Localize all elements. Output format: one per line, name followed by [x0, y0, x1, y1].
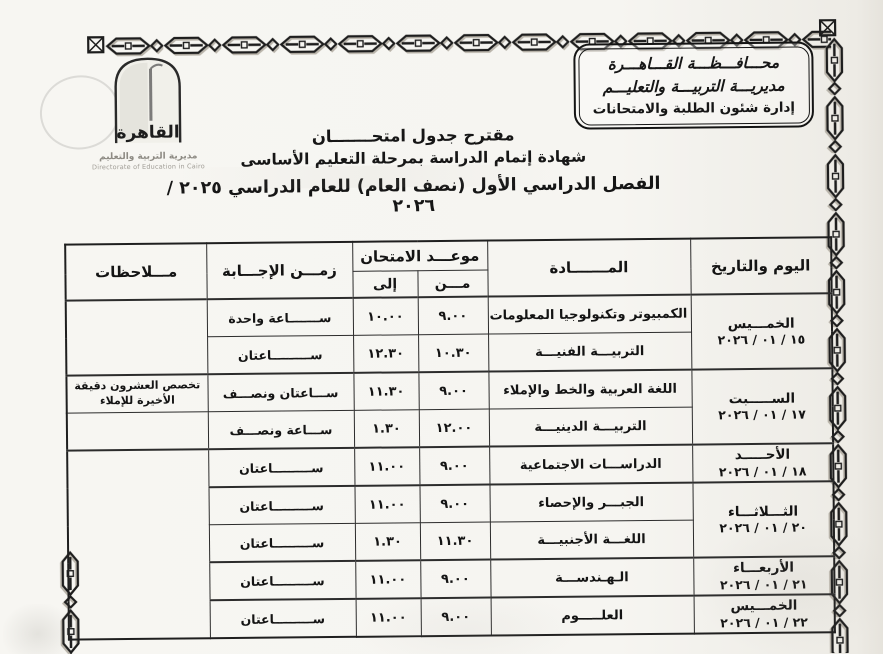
to-cell: ١٠.٠٠ [353, 297, 418, 335]
day-name: الأربعـــاء [732, 559, 795, 577]
org-line-governorate: محـــافـــظـــة القـــاهـــرة [607, 53, 780, 73]
day-date: ١٧ / ٠١ / ٢٠٢٦ [718, 406, 806, 423]
day-name: الأحـــــد [734, 446, 791, 464]
subject-cell: التربيـــة الفنيـــة [488, 332, 691, 371]
title-line-3: الفصل الدراسي الأول (نصف العام) للعام الدراسي ٢٠٢٥ / ٢٠٢٦ [166, 173, 661, 217]
day-date: ٢٠ / ٠١ / ٢٠٢٦ [719, 519, 808, 536]
from-cell: ٩.٠٠ [418, 297, 488, 335]
letterhead-box-inner [578, 46, 810, 126]
notes-cell [67, 412, 208, 451]
from-cell: ٩.٠٠ [418, 372, 488, 410]
exam-schedule-table [64, 236, 836, 640]
duration-cell: ســـــــاعة واحدة [207, 298, 353, 337]
day-cell [691, 293, 833, 369]
from-cell: ١٠.٣٠ [418, 334, 488, 372]
from-cell: ٩.٠٠ [421, 598, 491, 637]
notes-cell: تخصص العشرون دقيقة الأخيرة للإملاء [66, 374, 207, 413]
title-line-1: مقترح جدول امتحـــــــان [311, 125, 515, 147]
duration-cell: ســـــــــاعتان [207, 335, 353, 374]
duration-cell: ســـــــــاعتان [209, 523, 355, 562]
from-cell: ٩.٠٠ [419, 447, 489, 486]
title-line-2: شهادة إتمام الدراسة بمرحلة التعليم الأساسى [240, 147, 587, 169]
table-header-row [65, 237, 831, 274]
exam-table-body [66, 293, 835, 639]
duration-cell: ســـــــــاعتان [208, 486, 354, 525]
col-header-day: اليوم والتاريخ [690, 237, 832, 294]
to-cell: ١٢.٣٠ [353, 335, 418, 373]
day-cell [691, 368, 833, 444]
to-cell: ١١.٠٠ [356, 598, 421, 637]
logo-city-label: القاهرة [116, 122, 180, 144]
document-title-block [163, 124, 664, 219]
day-date: ٢٢ / ٠١ / ٢٠٢٦ [720, 614, 808, 631]
table-row [66, 293, 832, 338]
letterhead-box [573, 41, 814, 130]
day-cell [692, 481, 834, 557]
duration-cell: ســـاعتان ونصـــف [207, 373, 353, 412]
table-row [66, 368, 832, 413]
to-cell: ١١.٠٠ [354, 485, 419, 523]
from-cell: ١١.٣٠ [420, 522, 490, 560]
to-cell: ١.٣٠ [355, 523, 420, 561]
notes-cell [66, 299, 208, 375]
day-date: ١٥ / ٠١ / ٢٠٢٦ [717, 331, 806, 348]
col-header-subject: المـــــــادة [487, 239, 691, 297]
subject-cell: الكمبيوتر وتكنولوجيا المعلومات [488, 295, 691, 334]
day-date: ٢١ / ٠١ / ٢٠٢٦ [719, 576, 808, 593]
subject-cell: اللغة العربية والخط والإملاء [488, 370, 691, 409]
subject-cell: العلـــــوم [491, 596, 694, 636]
day-name: الخمـــيس [730, 597, 798, 615]
col-header-from: مـــن [417, 270, 487, 297]
org-line-directorate: مديريـــة التربيـــة والتعليـــم [602, 76, 785, 97]
day-cell [693, 556, 834, 595]
subject-cell: الـهـندســـة [490, 558, 693, 598]
duration-cell: ســـاعة ونصـــف [208, 410, 354, 449]
from-cell: ٩.٠٠ [419, 485, 489, 523]
day-name: الثـــلاثـــاء [727, 503, 799, 520]
subject-cell: التربيـــة الدينيـــة [489, 407, 692, 446]
duration-cell: ســـــــــاعتان [208, 448, 354, 487]
day-cell [694, 594, 835, 633]
notes-cell [67, 449, 210, 639]
chain-corner-icon [818, 18, 837, 37]
col-header-to: إلى [352, 271, 417, 298]
subject-cell: اللغـــة الأجنبيـــة [490, 520, 693, 559]
day-name: الســـــبت [728, 390, 796, 407]
col-header-duration: زمـــن الإجـــابة [206, 242, 353, 299]
duration-cell: ســـــــــاعتان [209, 561, 355, 600]
duration-cell: ســـــــــاعتان [210, 599, 356, 638]
subject-cell: الجبـــر والإحصاء [489, 483, 692, 522]
to-cell: ١١.٠٠ [354, 447, 419, 486]
logo-caption-english: Directorate of Education in Cairo [91, 162, 205, 172]
to-cell: ١.٣٠ [354, 410, 419, 448]
from-cell: ٩.٠٠ [420, 560, 490, 599]
day-date: ١٨ / ٠١ / ٢٠٢٦ [718, 463, 807, 480]
col-header-notes: مـــلاحظات [65, 243, 207, 300]
logo-caption-arabic: مديرية التربية والتعليم [99, 151, 198, 163]
col-header-exam-time: موعـــد الامتحان [352, 241, 487, 272]
day-cell [692, 443, 833, 482]
to-cell: ١١.٣٠ [353, 372, 418, 410]
subject-cell: الدراســـات الاجتماعية [489, 445, 692, 485]
from-cell: ١٢.٠٠ [419, 409, 489, 447]
to-cell: ١١.٠٠ [355, 560, 420, 599]
org-line-department: إدارة شئون الطلبة والامتحانات [592, 99, 796, 118]
day-name: الخمـــيس [727, 315, 795, 332]
